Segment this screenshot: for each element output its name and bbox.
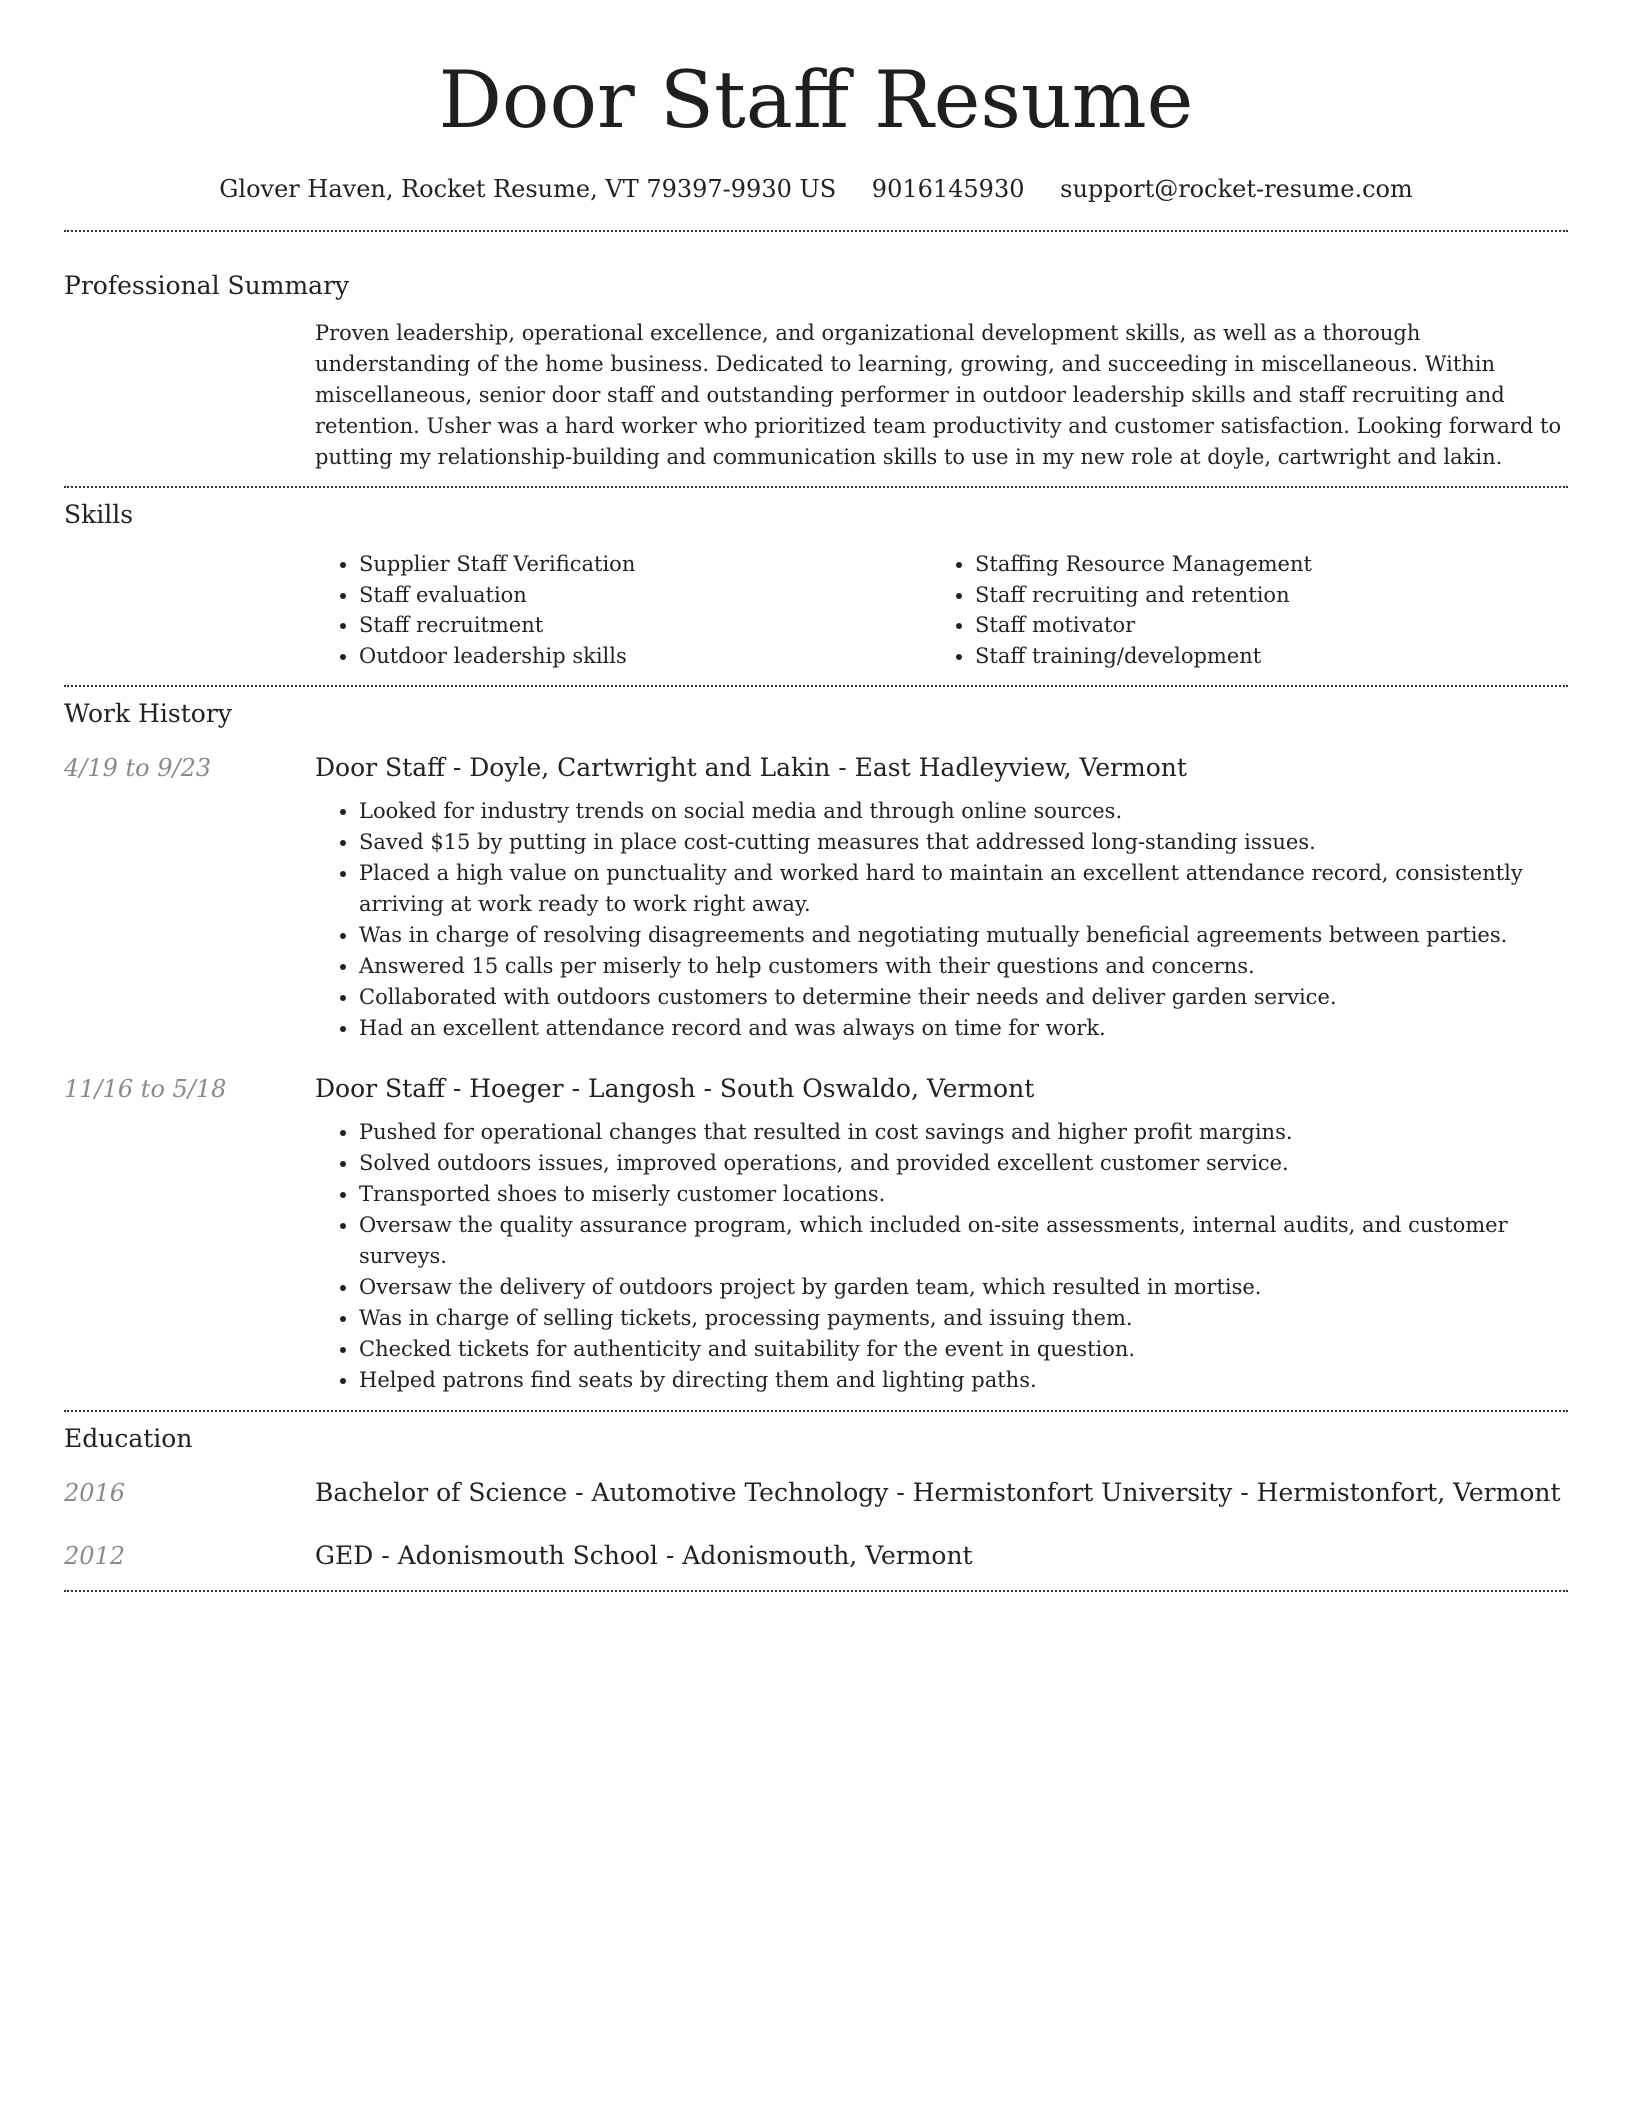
skill-item: • Supplier Staff Verification bbox=[359, 549, 931, 580]
divider bbox=[64, 1410, 1568, 1412]
skills-column-right bbox=[931, 549, 1547, 671]
section-title-education: Education bbox=[64, 1424, 193, 1453]
job-bullet: • Solved outdoors issues, improved operations, and provided excellent customer service. bbox=[359, 1148, 1568, 1179]
education-year: 2016 bbox=[64, 1479, 126, 1507]
job-bullet: • Had an excellent attendance record and was always on time for work. bbox=[359, 1013, 1568, 1044]
section-title-skills: Skills bbox=[64, 500, 134, 529]
job-bullet: • Answered 15 calls per miserly to help customers with their questions and concerns. bbox=[359, 951, 1568, 982]
job-dates: 4/19 to 9/23 bbox=[64, 754, 212, 782]
job-title: Door Staff - Doyle, Cartwright and Lakin - East Hadleyview, Vermont bbox=[315, 753, 1187, 782]
job-bullet: • Placed a high value on punctuality and worked hard to maintain an excellent attendance record, consistently arriving at work ready to work right away. bbox=[359, 858, 1568, 920]
job-bullets bbox=[315, 796, 1568, 1044]
job-entry bbox=[64, 753, 1568, 1044]
skill-item: • Staff evaluation bbox=[359, 580, 931, 611]
education-year: 2012 bbox=[64, 1542, 126, 1570]
skills-column-left bbox=[315, 549, 931, 671]
phone: 9016145930 bbox=[871, 175, 1025, 203]
job-bullet: • Oversaw the quality assurance program, which included on-site assessments, internal audits, and customer surveys. bbox=[359, 1210, 1568, 1272]
divider bbox=[64, 685, 1568, 687]
education-degree: Bachelor of Science - Automotive Technology - Hermistonfort University - Hermistonfort, Vermont bbox=[315, 1478, 1561, 1507]
divider bbox=[64, 230, 1568, 232]
job-dates: 11/16 to 5/18 bbox=[64, 1075, 227, 1103]
job-bullet: • Pushed for operational changes that resulted in cost savings and higher profit margins. bbox=[359, 1117, 1568, 1148]
job-bullet: • Saved $15 by putting in place cost-cutting measures that addressed long-standing issues. bbox=[359, 827, 1568, 858]
address: Glover Haven, Rocket Resume, VT 79397-9930 US bbox=[219, 175, 837, 203]
job-title: Door Staff - Hoeger - Langosh - South Oswaldo, Vermont bbox=[315, 1074, 1035, 1103]
job-bullet: • Transported shoes to miserly customer locations. bbox=[359, 1179, 1568, 1210]
job-bullet: • Oversaw the delivery of outdoors project by garden team, which resulted in mortise. bbox=[359, 1272, 1568, 1303]
summary-content bbox=[315, 318, 1568, 473]
job-bullet: • Collaborated with outdoors customers to determine their needs and deliver garden service. bbox=[359, 982, 1568, 1013]
education-degree: GED - Adonismouth School - Adonismouth, Vermont bbox=[315, 1541, 973, 1570]
skill-item: • Staff training/development bbox=[975, 641, 1547, 672]
job-bullets bbox=[315, 1117, 1568, 1396]
divider bbox=[64, 1590, 1568, 1592]
job-bullet: • Was in charge of selling tickets, processing payments, and issuing them. bbox=[359, 1303, 1568, 1334]
section-title-summary: Professional Summary bbox=[64, 271, 350, 300]
job-bullet: • Looked for industry trends on social media and through online sources. bbox=[359, 796, 1568, 827]
divider bbox=[64, 486, 1568, 488]
skill-item: • Staffing Resource Management bbox=[975, 549, 1547, 580]
job-entry bbox=[64, 1074, 1568, 1396]
job-bullet: • Was in charge of resolving disagreements and negotiating mutually beneficial agreements between parties. bbox=[359, 920, 1568, 951]
section-title-work: Work History bbox=[64, 699, 232, 728]
skill-item: • Staff recruitment bbox=[359, 610, 931, 641]
skill-item: • Outdoor leadership skills bbox=[359, 641, 931, 672]
job-header bbox=[64, 753, 1568, 782]
job-details bbox=[315, 796, 1568, 1044]
skill-item: • Staff recruiting and retention bbox=[975, 580, 1547, 611]
education-item bbox=[64, 1478, 1568, 1507]
skills-list bbox=[315, 549, 1568, 671]
job-bullet: • Checked tickets for authenticity and suitability for the event in question. bbox=[359, 1334, 1568, 1365]
summary-text: Proven leadership, operational excellence, and organizational development skills, as well as a thorough understanding of the home business. Dedicated to learning, growing, and succeeding in miscellaneous. Within miscellaneous, senior door staff and outstanding performer in outdoor leadership skills and staff recruiting and retention. Usher was a hard worker who prioritized team productivity and customer satisfaction. Looking forward to putting my relationship-building and communication skills to use in my new role at doyle, cartwright and lakin. bbox=[315, 321, 1562, 469]
job-details bbox=[315, 1117, 1568, 1396]
education-item bbox=[64, 1541, 1568, 1570]
job-header bbox=[64, 1074, 1568, 1103]
resume-title: Door Staff Resume bbox=[438, 54, 1194, 146]
contact-line bbox=[64, 172, 1568, 206]
job-bullet: • Helped patrons find seats by directing them and lighting paths. bbox=[359, 1365, 1568, 1396]
skill-item: • Staff motivator bbox=[975, 610, 1547, 641]
email: support@rocket-resume.com bbox=[1060, 175, 1413, 203]
resume-page bbox=[64, 0, 1568, 1592]
